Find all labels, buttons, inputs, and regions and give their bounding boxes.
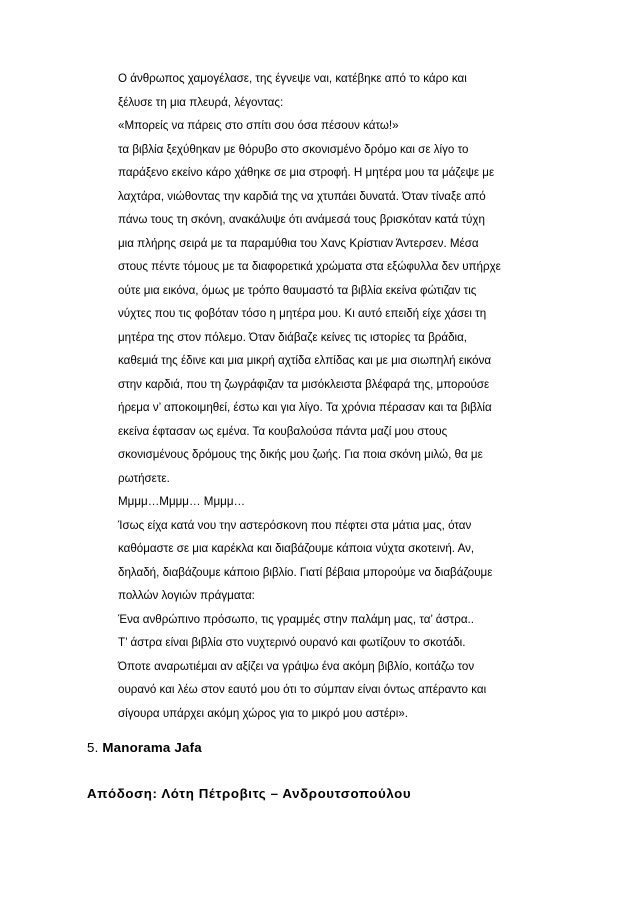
section-heading: [87, 739, 202, 757]
text-line: παράξενο εκείνο κάρο χάθηκε σε μια στροφή. Η μητέρα μου τα μάζεψε με: [118, 166, 495, 179]
text-line: πάνω τους τη σκόνη, ανακάλυψε ότι ανάμεσά τους βρισκόταν κατά τύχη: [118, 213, 485, 226]
text-line: νύχτες που τις φοβόταν τόσο η μητέρα μου. Κι αυτό επειδή είχε χάσει τη: [118, 307, 487, 320]
text-line: Ένα ανθρώπινο πρόσωπο, τις γραμμές στην παλάμη μας, τα’ άστρα..: [118, 612, 474, 626]
text-line: στην καρδιά, που τη ζωγράφιζαν τα μισόκλειστα βλέφαρά της, μπορούσε: [118, 377, 490, 391]
text-line: ξέλυσε τη μια πλευρά, λέγοντας:: [118, 95, 284, 109]
text-line: εκείνα έφτασαν ως εμένα. Τα κουβαλούσα πάντα μαζί μου στους: [118, 424, 448, 438]
text-line: Όποτε αναρωτιέμαι αν αξίζει να γράψω ένα ακόμη βιβλίο, κοιτάζω τον: [118, 659, 475, 673]
text-line: Ίσως είχα κατά νου την αστερόσκονη που πέφτει στα μάτια μας, όταν: [118, 518, 472, 532]
text-line: μια πλήρης σειρά με τα παραμύθια του Χανς Κρίστιαν Άντερσεν. Μέσα: [118, 236, 479, 250]
text-line: στους πέντε τόμους με τα διαφορετικά χρώματα στα εξώφυλλα δεν υπήρχε: [118, 260, 501, 273]
text-line: καθεμιά της έδινε και μια μικρή αχτίδα ελπίδας και με μια σιωπηλή εικόνα: [118, 354, 492, 367]
text-line: ούτε μια εικόνα, όμως με τρόπο θαυμαστό τα βιβλία εκείνα φώτιζαν τις: [118, 283, 477, 297]
text-line: μητέρα της στον πόλεμο. Όταν διάβαζε κείνες τις ιστορίες τα βράδια,: [118, 330, 468, 344]
text-line: λαχτάρα, νιώθοντας την καρδιά της να χτυπάει δυνατά. Όταν τίναξε από: [118, 189, 486, 203]
text-line: ρωτήσετε.: [118, 471, 170, 485]
text-line: σκονισμένους δρόμους της δικής μου ζωής. Για ποια σκόνη μιλώ, θα με: [118, 448, 483, 461]
text-line: Ο άνθρωπος χαμογέλασε, της έγνεψε ναι, κατέβηκε από το κάρο και: [118, 72, 467, 85]
translation-attribution: Απόδοση: Λότη Πέτροβιτς – Ανδρουτσοπούλου: [87, 786, 412, 801]
text-line: Τ’ άστρα είναι βιβλία στο νυχτερινό ουρανό και φωτίζουν το σκοτάδι.: [118, 636, 466, 649]
section-number: 5.: [87, 740, 99, 755]
text-line: καθόμαστε σε μια καρέκλα και διαβάζουμε κάποια νύχτα σκοτεινή. Αν,: [118, 542, 475, 555]
body-paragraph: [118, 67, 558, 725]
text-line: πολλών λογιών πράγματα:: [118, 589, 255, 602]
text-line: Μμμμ…Μμμμ… Μμμμ…: [118, 495, 246, 508]
text-line: ήρεμα ν’ αποκοιμηθεί, έστω και για λίγο. Τα χρόνια πέρασαν και τα βιβλία: [118, 401, 492, 414]
text-line: τα βιβλία ξεχύθηκαν με θόρυβο στο σκονισμένο δρόμο και σε λίγο το: [118, 142, 469, 156]
text-line: σίγουρα υπάρχει ακόμη χώρος για το μικρό μου αστέρι».: [118, 706, 409, 720]
section-author-name: Manorama Jafa: [102, 740, 202, 755]
text-line: «Μπορείς να πάρεις στο σπίτι σου όσα πέσουν κάτω!»: [118, 119, 399, 132]
text-line: ουρανό και λέω στον εαυτό μου ότι το σύμπαν είναι όντως απέραντο και: [118, 683, 487, 696]
text-line: δηλαδή, διαβάζουμε κάποιο βιβλίο. Γιατί βέβαια μπορούμε να διαβάζουμε: [118, 565, 493, 579]
